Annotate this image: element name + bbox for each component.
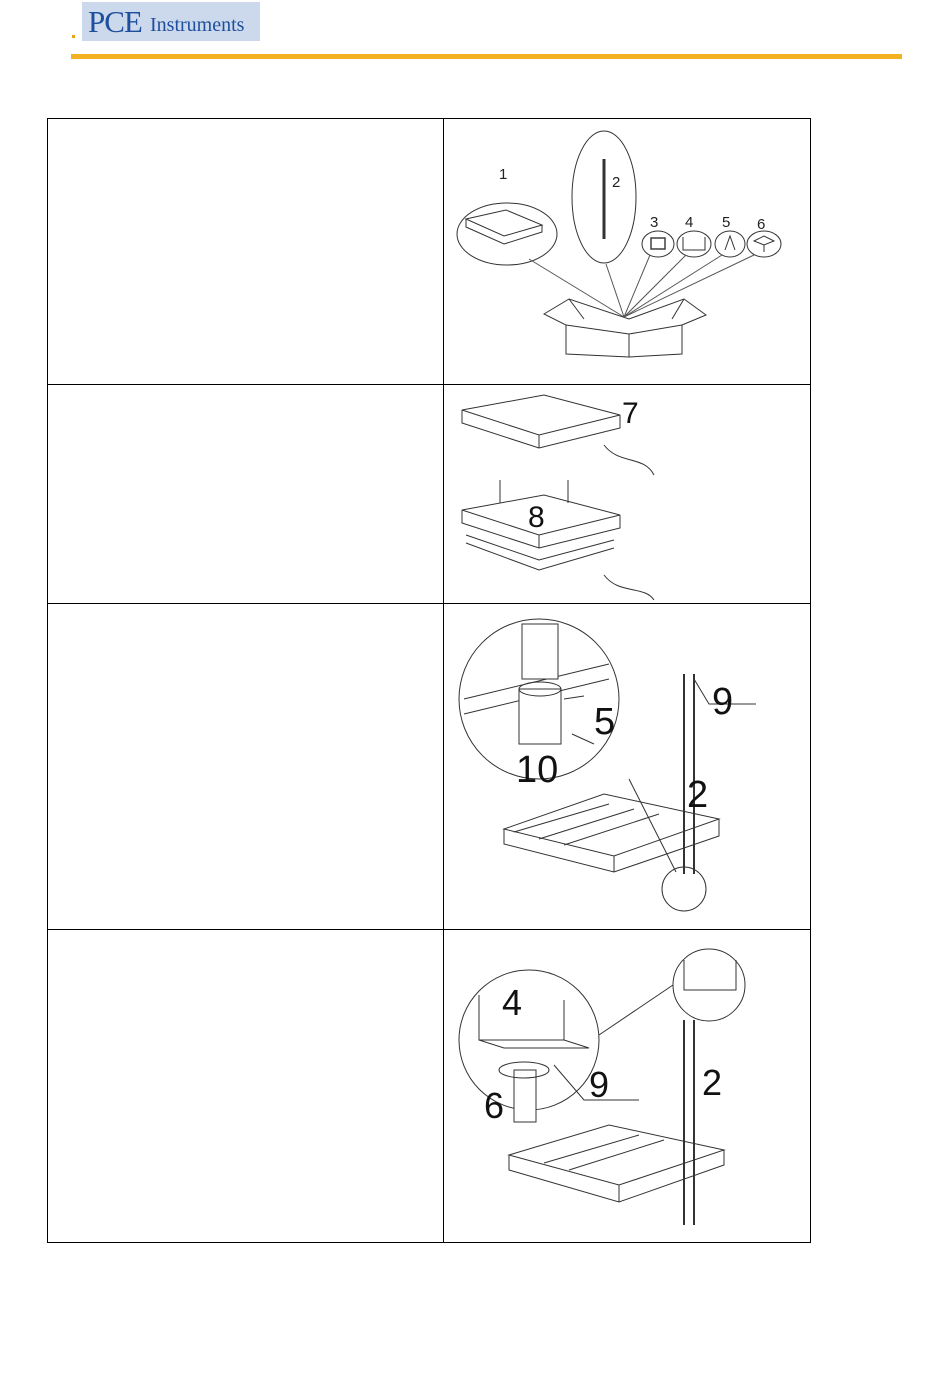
- bracket-figure: [444, 930, 810, 1242]
- item-3-circle: [642, 231, 674, 257]
- platform-figure: [444, 385, 810, 603]
- logo-dot: [72, 35, 75, 38]
- label-6: 6: [757, 216, 766, 233]
- row2-text-cell: [48, 385, 443, 603]
- label-9b: 9: [589, 1064, 610, 1105]
- label-2b: 2: [687, 774, 709, 816]
- label-4: 4: [685, 214, 694, 231]
- logo-subtitle: Instruments: [150, 14, 245, 36]
- label-2: 2: [612, 174, 621, 191]
- row4-text-cell: [48, 930, 443, 1242]
- label-7: 7: [622, 397, 639, 430]
- assembly-table: [47, 118, 811, 1243]
- column-mount-figure: [444, 604, 810, 929]
- row3-text-cell: [48, 604, 443, 929]
- unpacking-figure: [444, 119, 810, 384]
- label-5b: 5: [594, 701, 616, 743]
- label-10: 10: [516, 749, 559, 791]
- label-8: 8: [528, 501, 545, 534]
- label-2c: 2: [702, 1062, 723, 1103]
- label-5: 5: [722, 214, 731, 231]
- label-3: 3: [650, 214, 659, 231]
- label-1: 1: [499, 166, 508, 183]
- label-4b: 4: [502, 982, 523, 1023]
- pce-instruments-logo: [82, 2, 260, 41]
- logo-brand: PCE: [88, 4, 142, 39]
- shipping-box: [544, 299, 706, 357]
- item-4-circle: [677, 231, 711, 257]
- row1-text-cell: [48, 119, 443, 384]
- label-9: 9: [712, 681, 734, 723]
- header-rule: [71, 54, 902, 59]
- label-6b: 6: [484, 1085, 505, 1126]
- item-6-circle: [747, 231, 781, 257]
